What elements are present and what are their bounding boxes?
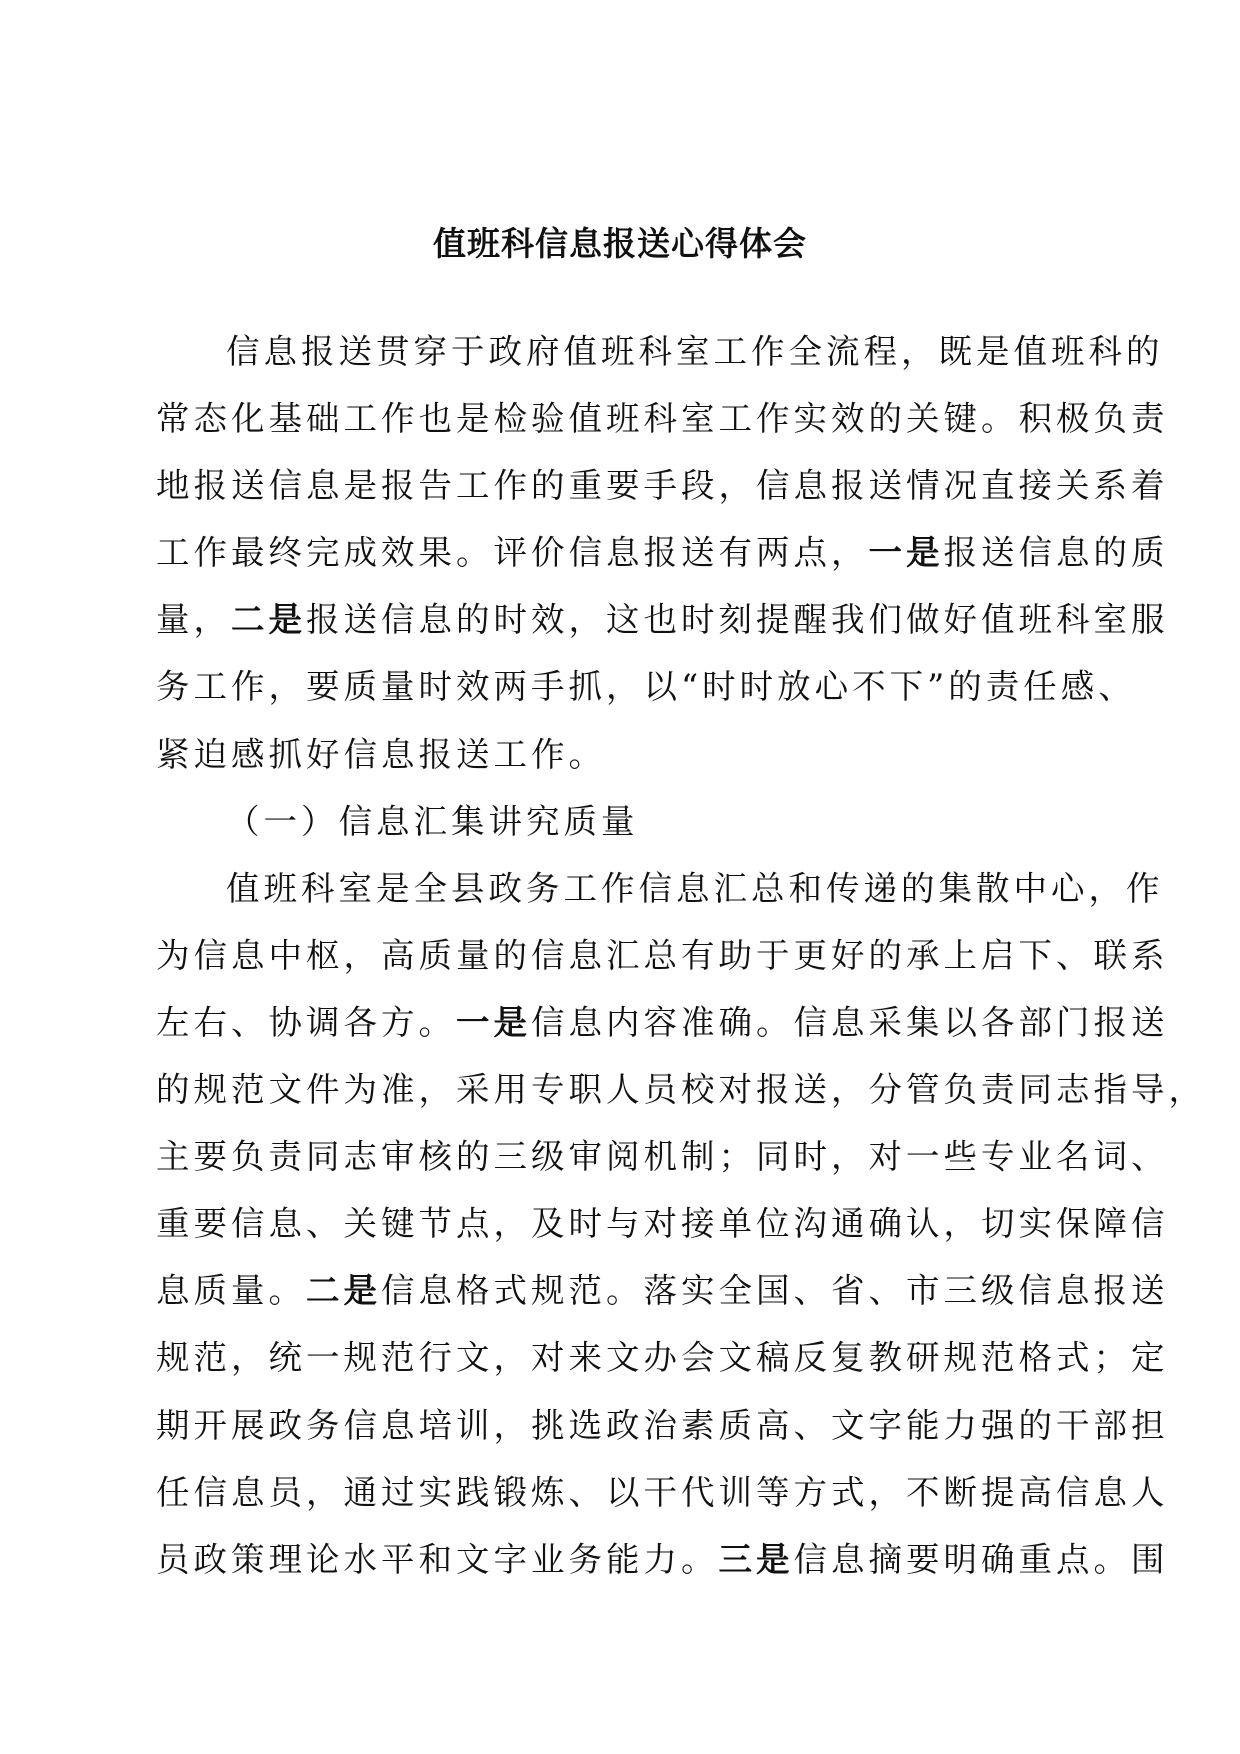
paragraph-intro-line-6: 务工作，要质量时效两手抓，以“时时放心不下”的责任感、: [156, 667, 1136, 707]
paragraph-section-line-9: 期开展政务信息培训，挑选政治素质高、文字能力强的干部担: [156, 1405, 1169, 1445]
emphasis-second: 二是: [306, 1271, 381, 1311]
emphasis-second: 二是: [231, 600, 306, 640]
paragraph-intro-line-2: 常态化基础工作也是检验值班科室工作实效的关键。积极负责: [156, 399, 1169, 439]
emphasis-third: 三是: [718, 1539, 794, 1579]
paragraph-section-line-6: 重要信息、关键节点，及时与对接单位沟通确认，切实保障信: [156, 1204, 1169, 1244]
emphasis-first: 一是: [456, 1002, 531, 1042]
paragraph-intro-line-3: 地报送信息是报告工作的重要手段，信息报送情况直接关系着: [156, 466, 1169, 506]
emphasis-first: 一是: [868, 533, 944, 573]
paragraph-section-line-3: 左右、协调各方。一是信息内容准确。信息采集以各部门报送: [156, 1002, 1169, 1042]
paragraph-section-line-10: 任信息员，通过实践锻炼、以干代训等方式，不断提高信息人: [156, 1472, 1169, 1512]
paragraph-intro-line-1: 信息报送贯穿于政府值班科室工作全流程，既是值班科的: [226, 332, 1164, 371]
document-title: 值班科信息报送心得体会: [433, 224, 807, 263]
paragraph-section-line-8: 规范，统一规范行文，对来文办会文稿反复教研规范格式；定: [156, 1338, 1169, 1378]
paragraph-intro-line-5: 量，二是报送信息的时效，这也时刻提醒我们做好值班科室服: [156, 600, 1169, 640]
paragraph-section-line-2: 为信息中枢，高质量的信息汇总有助于更好的承上启下、联系: [156, 935, 1169, 975]
paragraph-intro-line-7: 紧迫感抓好信息报送工作。: [156, 734, 606, 774]
paragraph-section-line-4: 的规范文件为准，采用专职人员校对报送，分管负责同志指导，: [156, 1070, 1206, 1110]
paragraph-intro-line-4: 工作最终完成效果。评价信息报送有两点，一是报送信息的质: [156, 533, 1169, 573]
paragraph-section-line-1: 值班科室是全县政务工作信息汇总和传递的集散中心，作: [226, 868, 1164, 908]
section-heading: （一）信息汇集讲究质量: [226, 801, 639, 841]
paragraph-section-line-11: 员政策理论水平和文字业务能力。三是信息摘要明确重点。围: [156, 1539, 1169, 1579]
paragraph-section-line-5: 主要负责同志审核的三级审阅机制；同时，对一些专业名词、: [156, 1137, 1169, 1177]
paragraph-section-line-7: 息质量。二是信息格式规范。落实全国、省、市三级信息报送: [156, 1271, 1169, 1311]
document-body: [156, 318, 1206, 1593]
